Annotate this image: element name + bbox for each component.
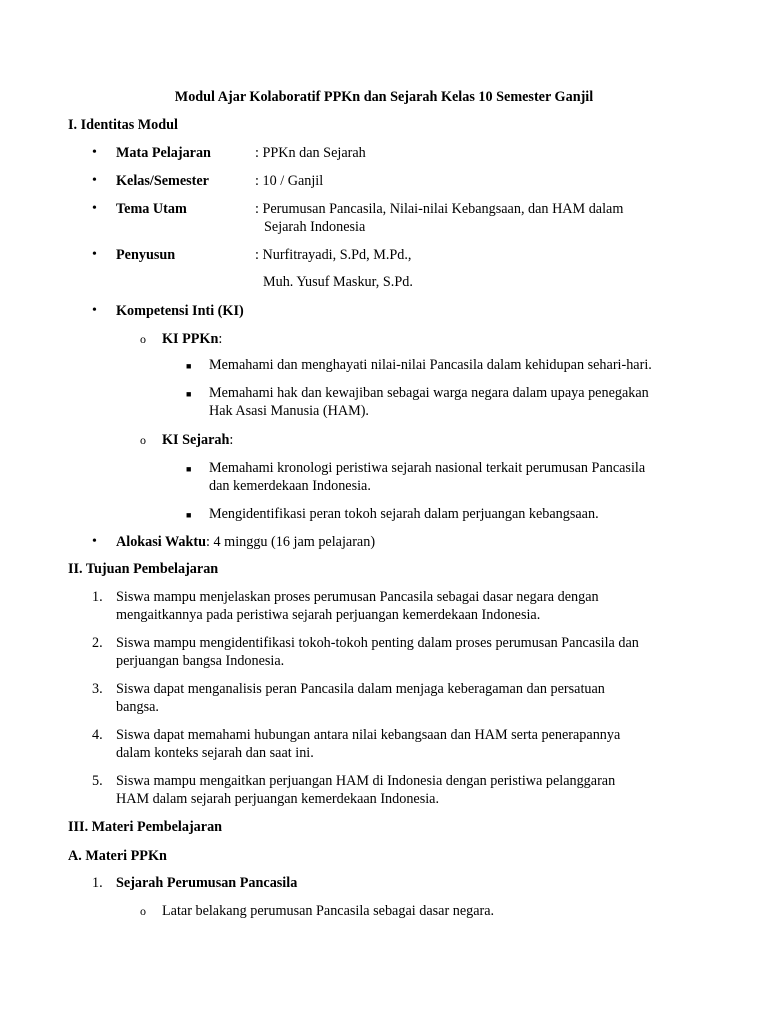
alokasi-line <box>116 533 375 551</box>
square-bullet-icon: ■ <box>186 389 192 399</box>
ki-ppkn-item: Memahami hak dan kewajiban sebagai warga negara dalam upaya penegakan <box>209 385 649 401</box>
bullet-icon: • <box>92 173 97 188</box>
tujuan-item: Siswa mampu mengaitkan perjuangan HAM di Indonesia dengan peristiwa pelanggaran <box>116 773 616 789</box>
materi-num: 1. <box>92 875 103 891</box>
document-title: Modul Ajar Kolaboratif PPKn dan Sejarah Kelas 10 Semester Ganjil <box>174 89 594 105</box>
ki-sejarah-colon: : <box>229 432 234 448</box>
tujuan-item-cont: dalam konteks sejarah dan saat ini. <box>116 745 314 761</box>
materi-sub-item: Latar belakang perumusan Pancasila sebagai dasar negara. <box>162 903 495 919</box>
square-bullet-icon: ■ <box>186 361 192 371</box>
bullet-icon: • <box>92 145 97 160</box>
label-tema-utam: Tema Utam <box>116 201 187 217</box>
value-mata-pelajaran: : PPKn dan Sejarah <box>255 145 366 161</box>
tujuan-num: 3. <box>92 681 103 697</box>
section-tujuan-heading: II. Tujuan Pembelajaran <box>68 561 219 577</box>
circle-bullet-icon: o <box>140 904 146 918</box>
tujuan-item: Siswa mampu mengidentifikasi tokoh-tokoh penting dalam proses perumusan Pancasila dan <box>116 635 639 651</box>
section-materi-heading: III. Materi Pembelajaran <box>68 819 223 835</box>
value-tema-utam-cont: Sejarah Indonesia <box>264 219 366 235</box>
alokasi-label: Alokasi Waktu <box>116 534 207 550</box>
tujuan-item-cont: HAM dalam sejarah perjuangan kemerdekaan Indonesia. <box>116 791 440 807</box>
label-mata-pelajaran: Mata Pelajaran <box>116 145 211 161</box>
section-identitas-heading: I. Identitas Modul <box>68 117 178 133</box>
tujuan-num: 4. <box>92 727 103 743</box>
ki-ppkn-label: KI PPKn <box>162 331 219 347</box>
materi-item-label: Sejarah Perumusan Pancasila <box>116 875 298 891</box>
bullet-icon: • <box>92 303 97 318</box>
tujuan-item: Siswa mampu menjelaskan proses perumusan Pancasila sebagai dasar negara dengan <box>116 589 599 605</box>
tujuan-item: Siswa dapat menganalisis peran Pancasila dalam menjaga keberagaman dan persatuan <box>116 681 605 697</box>
ki-ppkn-item: Memahami dan menghayati nilai-nilai Pancasila dalam kehidupan sehari-hari. <box>209 357 652 373</box>
square-bullet-icon: ■ <box>186 464 192 474</box>
ki-sejarah-item: Mengidentifikasi peran tokoh sejarah dalam perjuangan kebangsaan. <box>209 506 599 522</box>
circle-bullet-icon: o <box>140 433 146 447</box>
square-bullet-icon: ■ <box>186 510 192 520</box>
ki-sejarah-item-cont: dan kemerdekaan Indonesia. <box>209 478 371 494</box>
bullet-icon: • <box>92 247 97 262</box>
tujuan-num: 5. <box>92 773 103 789</box>
value-tema-utam: : Perumusan Pancasila, Nilai-nilai Kebangsaan, dan HAM dalam <box>255 201 624 217</box>
value-penyusun-2: Muh. Yusuf Maskur, S.Pd. <box>263 274 413 290</box>
ki-sejarah-item: Memahami kronologi peristiwa sejarah nasional terkait perumusan Pancasila <box>209 460 646 476</box>
value-penyusun: : Nurfitrayadi, S.Pd, M.Pd., <box>255 247 412 263</box>
materi-ppkn-heading: A. Materi PPKn <box>68 848 167 864</box>
ki-ppkn-label-line <box>162 330 222 348</box>
ki-heading: Kompetensi Inti (KI) <box>116 303 244 319</box>
tujuan-num: 1. <box>92 589 103 605</box>
ki-sejarah-label: KI Sejarah <box>162 432 230 448</box>
tujuan-item-cont: bangsa. <box>116 699 159 715</box>
tujuan-num: 2. <box>92 635 103 651</box>
bullet-icon: • <box>92 201 97 216</box>
ki-ppkn-item-cont: Hak Asasi Manusia (HAM). <box>209 403 369 419</box>
bullet-icon: • <box>92 534 97 549</box>
alokasi-value: : 4 minggu (16 jam pelajaran) <box>206 534 376 550</box>
tujuan-item-cont: perjuangan bangsa Indonesia. <box>116 653 285 669</box>
circle-bullet-icon: o <box>140 332 146 346</box>
label-penyusun: Penyusun <box>116 247 176 263</box>
tujuan-item-cont: mengaitkannya pada peristiwa sejarah perjuangan kemerdekaan Indonesia. <box>116 607 541 623</box>
tujuan-item: Siswa dapat memahami hubungan antara nilai kebangsaan dan HAM serta penerapannya <box>116 727 621 743</box>
label-kelas-semester: Kelas/Semester <box>116 173 209 189</box>
ki-ppkn-colon: : <box>218 331 223 347</box>
ki-sejarah-label-line <box>162 431 233 449</box>
value-kelas-semester: : 10 / Ganjil <box>255 173 324 189</box>
